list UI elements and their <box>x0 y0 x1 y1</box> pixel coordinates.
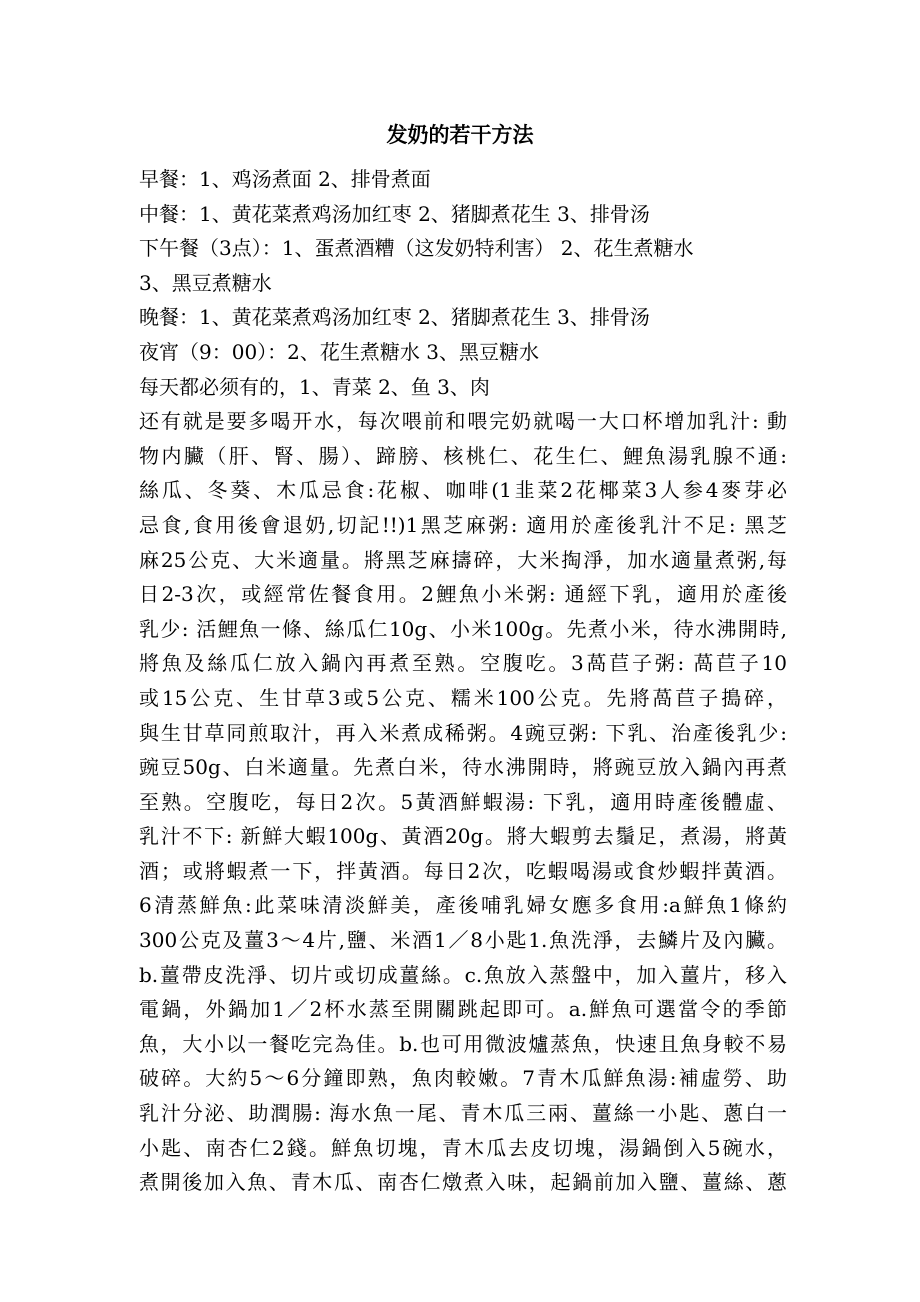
menu-line-afternoon: 下午餐（3点）：1、蛋煮酒糟（这发奶特利害） 2、花生煮糖水 <box>139 236 694 261</box>
menu-line-breakfast: 早餐：1、鸡汤煮面 2、排骨煮面 <box>139 167 431 191</box>
body-line: 乳汁分泌、助潤腸: 海水魚一尾、青木瓜三兩、薑絲一小匙、蔥白一 <box>139 1101 787 1126</box>
body-line: 日2-3次，或經常佐餐食用。2鯉魚小米粥: 通經下乳，適用於產後 <box>139 582 787 607</box>
menu-line-dinner: 晚餐：1、黄花菜煮鸡汤加红枣 2、猪脚煮花生 3、排骨汤 <box>139 305 650 330</box>
body-line: 魚，大小以一餐吃完為佳。b.也可用微波爐蒸魚，快速且魚身較不易 <box>139 1031 787 1056</box>
body-line: 忌食,食用後會退奶,切記!!)1黑芝麻粥: 適用於產後乳汁不足: 黑芝 <box>139 512 787 537</box>
body-line: 酒；或將蝦煮一下，拌黃酒。每日2次，吃蝦喝湯或食炒蝦拌黃酒。 <box>139 858 787 883</box>
body-line: 至熟。空腹吃，每日2次。5黃酒鮮蝦湯: 下乳，適用時產後體虛、 <box>139 789 787 814</box>
body-line: 麻25公克、大米適量。將黑芝麻擣碎，大米掏淨，加水適量煮粥,每 <box>139 547 787 572</box>
body-line: 將魚及絲瓜仁放入鍋內再煮至熟。空腹吃。3萵苣子粥: 萵苣子10 <box>139 651 787 676</box>
menu-line-afternoon-continued: 3、黑豆煮糖水 <box>139 270 272 295</box>
body-line: b.薑帶皮洗淨、切片或切成薑絲。c.魚放入蒸盤中，加入薑片，移入 <box>139 962 787 987</box>
menu-line-night-snack: 夜宵（9：00）：2、花生煮糖水 3、黑豆糖水 <box>139 339 539 364</box>
menu-section <box>139 162 787 404</box>
document-title: 发奶的若干方法 <box>386 122 534 147</box>
body-line: 與生甘草同煎取汁，再入米煮成稀粥。4豌豆粥: 下乳、治產後乳少: <box>139 720 787 745</box>
body-paragraph <box>139 404 787 1200</box>
body-line: 電鍋，外鍋加1／2杯水蒸至開關跳起即可。a.鮮魚可選當令的季節 <box>139 997 787 1022</box>
body-line: 乳少: 活鯉魚一條、絲瓜仁10g、小米100g。先煮小米，待水沸開時, <box>139 616 787 641</box>
body-line: 物内臟（肝、腎、腸）、蹄膀、核桃仁、花生仁、鯉魚湯乳腺不通: <box>139 443 787 468</box>
body-line: 豌豆50g、白米適量。先煮白米，待水沸開時，將豌豆放入鍋內再煮 <box>139 755 787 780</box>
menu-line-lunch: 中餐：1、黄花菜煮鸡汤加红枣 2、猪脚煮花生 3、排骨汤 <box>139 201 650 226</box>
body-line: 还有就是要多喝开水，每次喂前和喂完奶就喝一大口杯增加乳汁: 動 <box>139 409 787 434</box>
body-line: 乳汁不下: 新鮮大蝦100g、黃酒20g。將大蝦剪去鬚足，煮湯，將黃 <box>139 824 787 849</box>
body-line: 或15公克、生甘草3或5公克、糯米100公克。先將萵苣子搗碎， <box>139 685 787 710</box>
body-line: 破碎。大約5～6分鐘即熟，魚肉較嫩。7青木瓜鮮魚湯:補虛勞、助 <box>139 1066 787 1091</box>
document-content <box>139 162 787 1200</box>
body-line: 絲瓜、冬葵、木瓜忌食:花椒、咖啡(1韭菜2花椰菜3人参4麥芽必 <box>139 478 787 503</box>
body-line: 煮開後加入魚、青木瓜、南杏仁燉煮入味，起鍋前加入鹽、薑絲、蔥 <box>139 1170 787 1195</box>
body-line: 6清蒸鮮魚:此菜味清淡鮮美，產後哺乳婦女應多食用:a鮮魚1條約 <box>139 893 787 918</box>
menu-line-daily: 每天都必须有的，1、青菜 2、鱼 3、肉 <box>139 374 490 399</box>
body-line: 300公克及薑3～4片,鹽、米酒1／8小匙1.魚洗淨，去鱗片及內臟。 <box>139 928 787 953</box>
body-line: 小匙、南杏仁2錢。鮮魚切塊，青木瓜去皮切塊，湯鍋倒入5碗水， <box>139 1135 787 1160</box>
